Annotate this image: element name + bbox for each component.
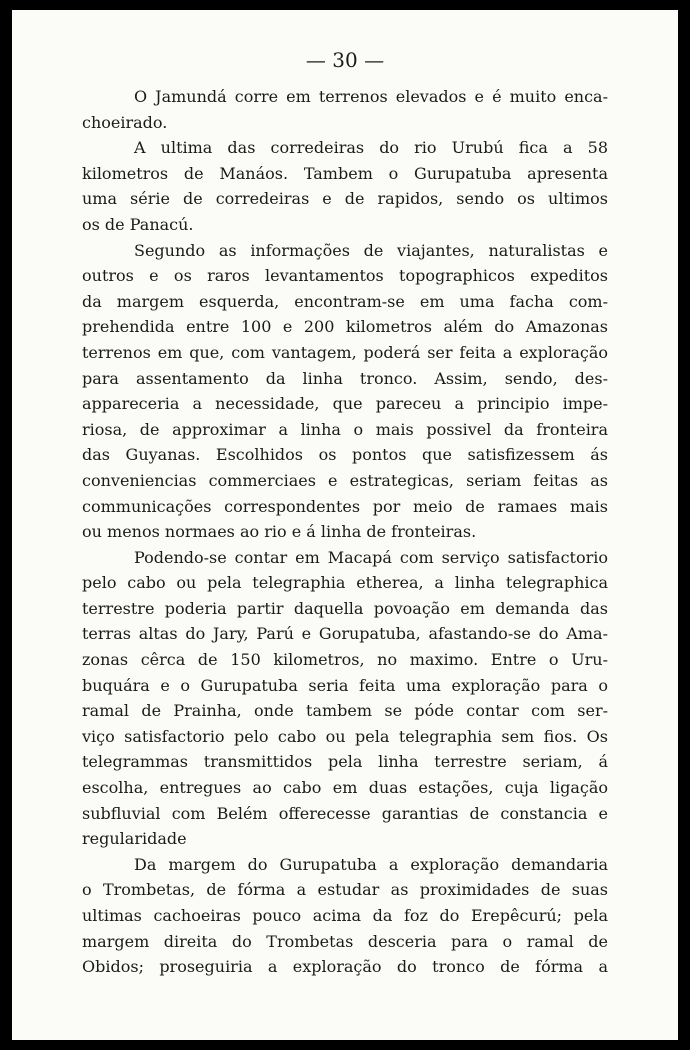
text-line: ultimas cachoeiras pouco acima da foz do Erepêcurú; pela: [82, 906, 608, 925]
text-line: A ultima das corredeiras do rio Urubú fica a 58: [134, 138, 608, 158]
text-line: Obidos; proseguiria a exploração do tronco de fórma a: [82, 957, 608, 977]
text-line: Da margem do Gurupatuba a exploração demandaria: [134, 854, 608, 874]
text-line: kilometros de Manáos. Tambem o Gurupatuba apresenta: [82, 163, 608, 183]
text-line: margem direita do Trombetas desceria para o ramal de: [82, 931, 608, 951]
text-line: buquára e o Gurupatuba seria feita uma exploração para o: [82, 675, 608, 695]
text-line: outros e os raros levantamentos topographicos expeditos: [82, 266, 608, 286]
text-line: terrenos em que, com vantagem, poderá ser feita a exploração: [82, 342, 608, 362]
text-line: conveniencias commerciaes e estrategicas, seriam feitas as: [82, 470, 608, 490]
text-line: os de Panacú.: [82, 214, 194, 234]
text-line: escolha, entregues ao cabo em duas estações, cuja ligação: [82, 778, 608, 798]
book-page: [12, 10, 678, 1040]
text-line: da margem esquerda, encontram-se em uma facha com-: [82, 291, 608, 311]
text-line: communicações correspondentes por meio de ramaes mais: [82, 496, 608, 516]
text-line: zonas cêrca de 150 kilometros, no maximo. Entre o Uru-: [82, 650, 608, 670]
text-line: choeirado.: [82, 112, 168, 132]
text-line: o Trombetas, de fórma a estudar as proximidades de suas: [82, 880, 608, 900]
text-line: prehendida entre 100 e 200 kilometros além do Amazonas: [82, 317, 608, 337]
text-line: Segundo as informações de viajantes, naturalistas e: [134, 240, 608, 260]
text-line: terras altas do Jary, Parú e Gorupatuba, afastando-se do Ama-: [82, 624, 608, 644]
body-text: [82, 84, 608, 980]
text-line: subfluvial com Belém offerecesse garantias de constancia e: [82, 803, 608, 823]
text-line: O Jamundá corre em terrenos elevados e é muito enca-: [134, 87, 608, 106]
text-line: pelo cabo ou pela telegraphia etherea, a linha telegraphica: [82, 573, 608, 593]
text-line: ou menos normaes ao rio e á linha de fronteiras.: [82, 522, 477, 542]
text-line: viço satisfactorio pelo cabo ou pela telegraphia sem fios. Os: [82, 726, 608, 746]
text-line: regularidade: [82, 829, 187, 849]
text-line: appareceria a necessidade, que pareceu a principio impe-: [82, 394, 608, 414]
text-line: terrestre poderia partir daquella povoação em demanda das: [82, 598, 608, 618]
text-line: das Guyanas. Escolhidos os pontos que satisfizessem ás: [82, 445, 608, 465]
text-line: Podendo-se contar em Macapá com serviço satisfactorio: [134, 547, 608, 567]
text-line: uma série de corredeiras e de rapidos, sendo os ultimos: [82, 189, 608, 209]
text-line: ramal de Prainha, onde tambem se póde contar com ser-: [82, 701, 608, 721]
page-number: — 30 —: [305, 48, 385, 72]
text-line: telegrammas transmittidos pela linha terrestre seriam, á: [82, 752, 608, 772]
text-line: para assentamento da linha tronco. Assim, sendo, des-: [82, 368, 608, 388]
text-line: riosa, de approximar a linha o mais possivel da fronteira: [82, 419, 608, 439]
